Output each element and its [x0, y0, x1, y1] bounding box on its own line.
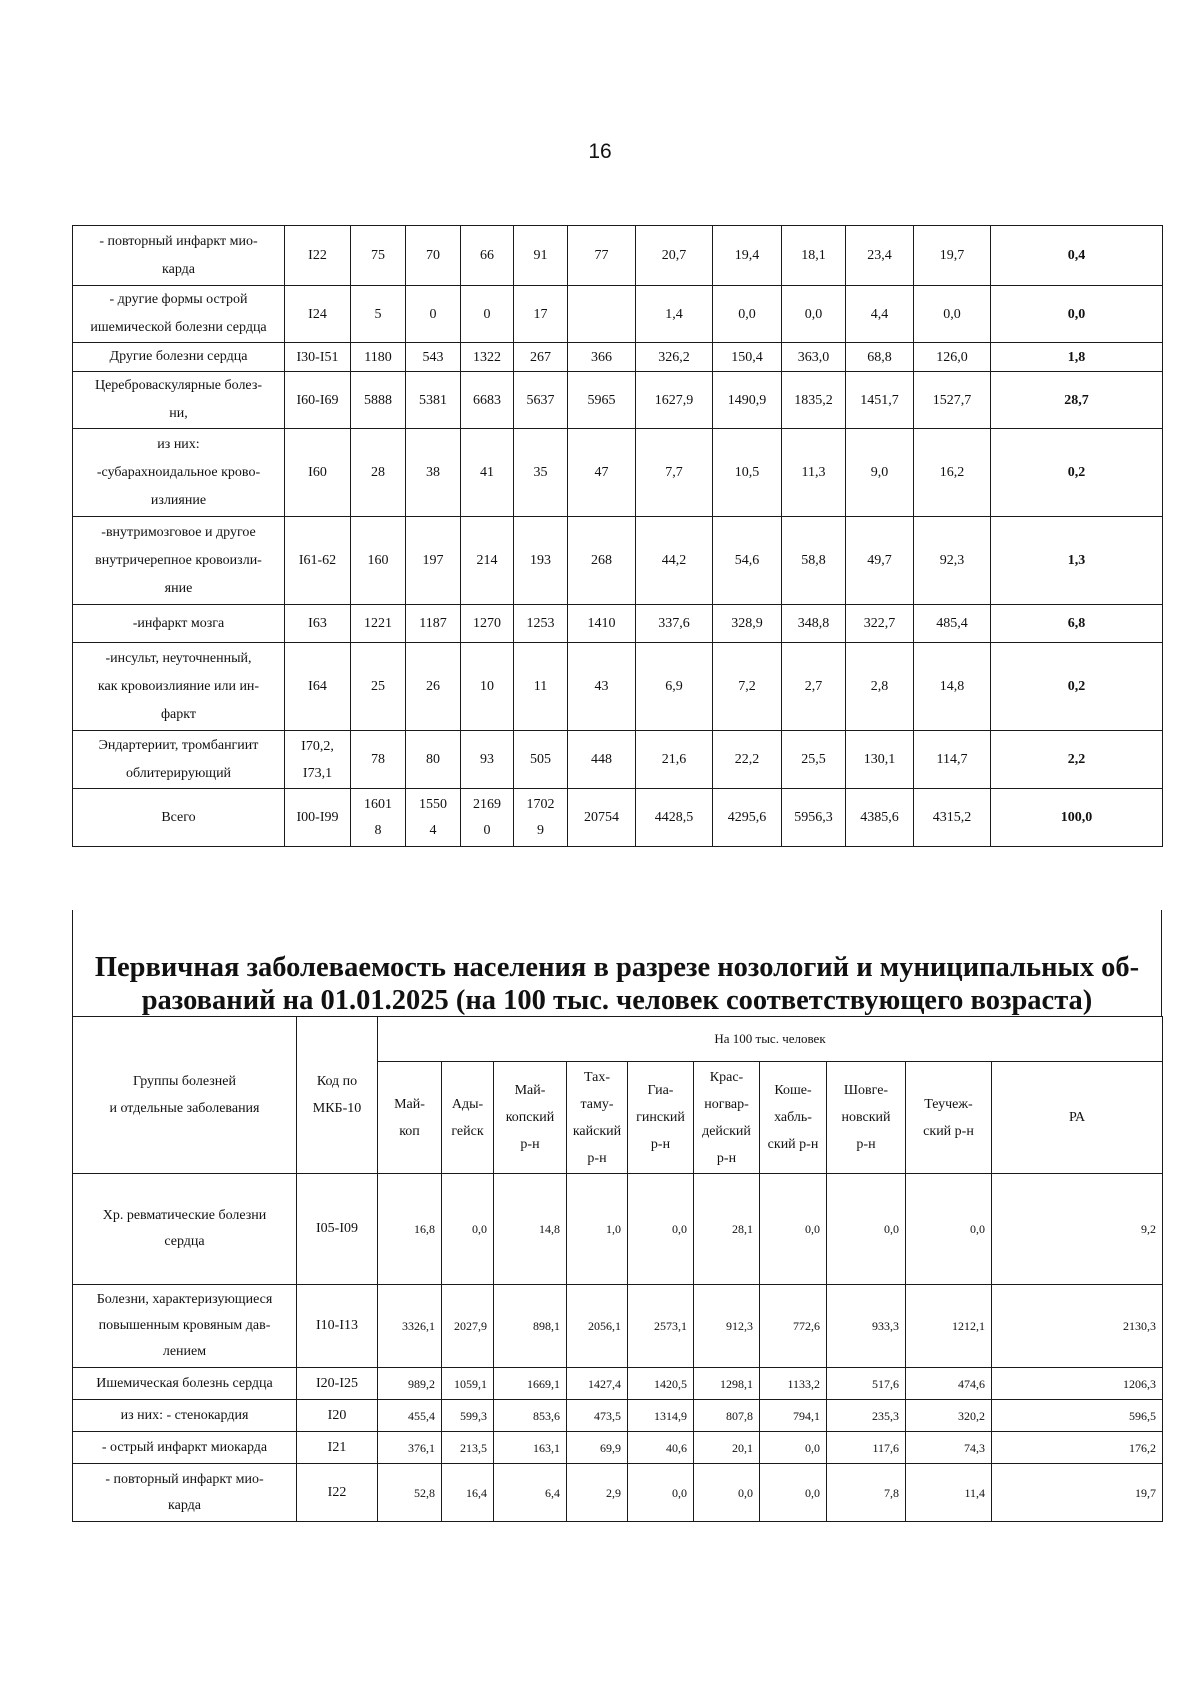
row-name: -внутримозговое и другое внутричерепное кровоизли- яние: [73, 517, 285, 605]
rate-cell: 0,0: [782, 286, 846, 343]
rate-cell: 130,1: [846, 731, 914, 789]
header-district: Крас- ногвар- дейский р-н: [694, 1062, 760, 1174]
value-cell: 1212,1: [906, 1285, 992, 1368]
rate-cell: 11,3: [782, 429, 846, 517]
value-cell: 2,9: [567, 1464, 628, 1522]
count-cell: 77: [568, 226, 636, 286]
share-cell: 28,7: [991, 372, 1163, 429]
value-cell: 0,0: [760, 1464, 827, 1522]
value-cell: 28,1: [694, 1174, 760, 1285]
count-cell: 75: [351, 226, 406, 286]
value-cell: 3326,1: [378, 1285, 442, 1368]
rate-cell: 5956,3: [782, 789, 846, 847]
count-cell: 35: [514, 429, 568, 517]
value-cell: 853,6: [494, 1400, 567, 1432]
rate-cell: 363,0: [782, 343, 846, 372]
row-code: I22: [297, 1464, 378, 1522]
value-cell: 1420,5: [628, 1368, 694, 1400]
rate-cell: 19,7: [914, 226, 991, 286]
row-name: из них: -субарахноидальное крово- излияние: [73, 429, 285, 517]
row-code: I63: [285, 605, 351, 643]
value-cell: 1,0: [567, 1174, 628, 1285]
value-cell: 19,7: [992, 1464, 1163, 1522]
table-row: [73, 1368, 1163, 1400]
share-cell: 1,3: [991, 517, 1163, 605]
header-code-col: Код по МКБ-10: [297, 1017, 378, 1174]
value-cell: 1206,3: [992, 1368, 1163, 1400]
rate-cell: 4295,6: [713, 789, 782, 847]
table-row: [73, 789, 1163, 847]
rate-cell: 114,7: [914, 731, 991, 789]
rate-cell: 14,8: [914, 643, 991, 731]
value-cell: 989,2: [378, 1368, 442, 1400]
row-name: - повторный инфаркт мио- карда: [73, 1464, 297, 1522]
value-cell: 14,8: [494, 1174, 567, 1285]
rate-cell: 1835,2: [782, 372, 846, 429]
count-cell: 47: [568, 429, 636, 517]
value-cell: 933,3: [827, 1285, 906, 1368]
row-name: Цереброваскулярные болез- ни,: [73, 372, 285, 429]
count-cell: 1270: [461, 605, 514, 643]
morbidity-table-continued: [72, 225, 1163, 847]
rate-cell: 58,8: [782, 517, 846, 605]
rate-cell: 6,9: [636, 643, 713, 731]
table-row: [73, 731, 1163, 789]
count-cell: 5965: [568, 372, 636, 429]
value-cell: 74,3: [906, 1432, 992, 1464]
rate-cell: 23,4: [846, 226, 914, 286]
row-code: I60-I69: [285, 372, 351, 429]
row-code: I21: [297, 1432, 378, 1464]
rate-cell: 485,4: [914, 605, 991, 643]
table-row: [73, 605, 1163, 643]
value-cell: 6,4: [494, 1464, 567, 1522]
row-code: I20-I25: [297, 1368, 378, 1400]
value-cell: 474,6: [906, 1368, 992, 1400]
rate-cell: 1451,7: [846, 372, 914, 429]
row-code: I70,2, I73,1: [285, 731, 351, 789]
count-cell: 197: [406, 517, 461, 605]
count-cell: 70: [406, 226, 461, 286]
table-row: [73, 1285, 1163, 1368]
rate-cell: 19,4: [713, 226, 782, 286]
value-cell: 517,6: [827, 1368, 906, 1400]
row-code: I30-I51: [285, 343, 351, 372]
value-cell: 596,5: [992, 1400, 1163, 1432]
count-cell: 1550 4: [406, 789, 461, 847]
rate-cell: 7,2: [713, 643, 782, 731]
count-cell: 1253: [514, 605, 568, 643]
count-cell: 5: [351, 286, 406, 343]
count-cell: 193: [514, 517, 568, 605]
rate-cell: 18,1: [782, 226, 846, 286]
share-cell: 2,2: [991, 731, 1163, 789]
count-cell: 43: [568, 643, 636, 731]
count-cell: 5888: [351, 372, 406, 429]
value-cell: 455,4: [378, 1400, 442, 1432]
value-cell: 16,4: [442, 1464, 494, 1522]
share-cell: 0,0: [991, 286, 1163, 343]
count-cell: 41: [461, 429, 514, 517]
count-cell: 0: [461, 286, 514, 343]
rate-cell: 1,4: [636, 286, 713, 343]
value-cell: 1133,2: [760, 1368, 827, 1400]
table-row: [73, 1432, 1163, 1464]
table-row: [73, 517, 1163, 605]
count-cell: 5637: [514, 372, 568, 429]
row-name: Хр. ревматические болезни сердца: [73, 1174, 297, 1285]
count-cell: 11: [514, 643, 568, 731]
count-cell: [568, 286, 636, 343]
rate-cell: 68,8: [846, 343, 914, 372]
share-cell: 6,8: [991, 605, 1163, 643]
value-cell: 0,0: [827, 1174, 906, 1285]
value-cell: 40,6: [628, 1432, 694, 1464]
row-name: - острый инфаркт миокарда: [73, 1432, 297, 1464]
share-cell: 0,2: [991, 429, 1163, 517]
value-cell: 320,2: [906, 1400, 992, 1432]
rate-cell: 54,6: [713, 517, 782, 605]
count-cell: 543: [406, 343, 461, 372]
primary-morbidity-table: [72, 1016, 1163, 1522]
row-code: I24: [285, 286, 351, 343]
header-units: На 100 тыс. человек: [378, 1017, 1163, 1062]
share-cell: 100,0: [991, 789, 1163, 847]
row-code: I00-I99: [285, 789, 351, 847]
row-code: I64: [285, 643, 351, 731]
table-row: [73, 429, 1163, 517]
value-cell: 599,3: [442, 1400, 494, 1432]
rate-cell: 49,7: [846, 517, 914, 605]
header-district: Май- коп: [378, 1062, 442, 1174]
value-cell: 20,1: [694, 1432, 760, 1464]
rate-cell: 348,8: [782, 605, 846, 643]
table-row: [73, 343, 1163, 372]
rate-cell: 4385,6: [846, 789, 914, 847]
count-cell: 1702 9: [514, 789, 568, 847]
rate-cell: 16,2: [914, 429, 991, 517]
header-district: РА: [992, 1062, 1163, 1174]
table-row: [73, 1174, 1163, 1285]
rate-cell: 1627,9: [636, 372, 713, 429]
rate-cell: 126,0: [914, 343, 991, 372]
count-cell: 1180: [351, 343, 406, 372]
value-cell: 235,3: [827, 1400, 906, 1432]
count-cell: 505: [514, 731, 568, 789]
value-cell: 0,0: [628, 1464, 694, 1522]
header-group-col: Группы болезней и отдельные заболевания: [73, 1017, 297, 1174]
row-code: I60: [285, 429, 351, 517]
count-cell: 160: [351, 517, 406, 605]
count-cell: 5381: [406, 372, 461, 429]
count-cell: 26: [406, 643, 461, 731]
value-cell: 9,2: [992, 1174, 1163, 1285]
count-cell: 10: [461, 643, 514, 731]
row-code: I22: [285, 226, 351, 286]
header-district: Май- копский р-н: [494, 1062, 567, 1174]
row-name: Всего: [73, 789, 285, 847]
rate-cell: 328,9: [713, 605, 782, 643]
header-district: Ады- гейск: [442, 1062, 494, 1174]
count-cell: 1410: [568, 605, 636, 643]
row-name: - повторный инфаркт мио- карда: [73, 226, 285, 286]
row-code: I61-62: [285, 517, 351, 605]
count-cell: 1221: [351, 605, 406, 643]
value-cell: 176,2: [992, 1432, 1163, 1464]
value-cell: 69,9: [567, 1432, 628, 1464]
value-cell: 2056,1: [567, 1285, 628, 1368]
value-cell: 2573,1: [628, 1285, 694, 1368]
row-name: из них: - стенокардия: [73, 1400, 297, 1432]
value-cell: 16,8: [378, 1174, 442, 1285]
value-cell: 0,0: [760, 1432, 827, 1464]
count-cell: 20754: [568, 789, 636, 847]
value-cell: 772,6: [760, 1285, 827, 1368]
value-cell: 473,5: [567, 1400, 628, 1432]
value-cell: 0,0: [694, 1464, 760, 1522]
value-cell: 794,1: [760, 1400, 827, 1432]
rate-cell: 9,0: [846, 429, 914, 517]
count-cell: 267: [514, 343, 568, 372]
value-cell: 0,0: [760, 1174, 827, 1285]
value-cell: 807,8: [694, 1400, 760, 1432]
value-cell: 0,0: [628, 1174, 694, 1285]
count-cell: 93: [461, 731, 514, 789]
row-code: I10-I13: [297, 1285, 378, 1368]
rate-cell: 150,4: [713, 343, 782, 372]
count-cell: 38: [406, 429, 461, 517]
header-district: Теучеж- ский р-н: [906, 1062, 992, 1174]
value-cell: 912,3: [694, 1285, 760, 1368]
value-cell: 1427,4: [567, 1368, 628, 1400]
value-cell: 1298,1: [694, 1368, 760, 1400]
row-name: -инфаркт мозга: [73, 605, 285, 643]
share-cell: 0,4: [991, 226, 1163, 286]
row-name: Эндартериит, тромбангиит облитерирующий: [73, 731, 285, 789]
rate-cell: 92,3: [914, 517, 991, 605]
row-name: Другие болезни сердца: [73, 343, 285, 372]
rate-cell: 4428,5: [636, 789, 713, 847]
page-number: 16: [588, 140, 612, 163]
rate-cell: 1527,7: [914, 372, 991, 429]
count-cell: 1187: [406, 605, 461, 643]
rate-cell: 21,6: [636, 731, 713, 789]
count-cell: 268: [568, 517, 636, 605]
value-cell: 2027,9: [442, 1285, 494, 1368]
table-row: [73, 1400, 1163, 1432]
rate-cell: 2,7: [782, 643, 846, 731]
count-cell: 28: [351, 429, 406, 517]
rate-cell: 0,0: [914, 286, 991, 343]
value-cell: 1314,9: [628, 1400, 694, 1432]
count-cell: 2169 0: [461, 789, 514, 847]
share-cell: 0,2: [991, 643, 1163, 731]
count-cell: 80: [406, 731, 461, 789]
header-district: Гиа- гинский р-н: [628, 1062, 694, 1174]
value-cell: 1669,1: [494, 1368, 567, 1400]
rate-cell: 20,7: [636, 226, 713, 286]
count-cell: 66: [461, 226, 514, 286]
value-cell: 0,0: [906, 1174, 992, 1285]
header-district: Шовге- новский р-н: [827, 1062, 906, 1174]
count-cell: 1322: [461, 343, 514, 372]
row-name: - другие формы острой ишемической болезни сердца: [73, 286, 285, 343]
table-row: [73, 372, 1163, 429]
value-cell: 2130,3: [992, 1285, 1163, 1368]
count-cell: 448: [568, 731, 636, 789]
count-cell: 1601 8: [351, 789, 406, 847]
value-cell: 1059,1: [442, 1368, 494, 1400]
value-cell: 52,8: [378, 1464, 442, 1522]
rate-cell: 4,4: [846, 286, 914, 343]
value-cell: 213,5: [442, 1432, 494, 1464]
table-row: [73, 643, 1163, 731]
table-row: [73, 226, 1163, 286]
value-cell: 7,8: [827, 1464, 906, 1522]
rate-cell: 7,7: [636, 429, 713, 517]
row-code: I05-I09: [297, 1174, 378, 1285]
rate-cell: 44,2: [636, 517, 713, 605]
count-cell: 366: [568, 343, 636, 372]
value-cell: 0,0: [442, 1174, 494, 1285]
rate-cell: 337,6: [636, 605, 713, 643]
rate-cell: 1490,9: [713, 372, 782, 429]
rate-cell: 10,5: [713, 429, 782, 517]
header-district: Тах- таму- кайский р-н: [567, 1062, 628, 1174]
count-cell: 214: [461, 517, 514, 605]
row-name: -инсульт, неуточненный, как кровоизлияние или ин- фаркт: [73, 643, 285, 731]
section-title: Первичная заболеваемость населения в разрезе нозологий и муниципальных об-разований на 01.01.2025 (на 100 тыс. человек соответствующего возраста): [94, 952, 1140, 1016]
count-cell: 25: [351, 643, 406, 731]
rate-cell: 2,8: [846, 643, 914, 731]
rate-cell: 0,0: [713, 286, 782, 343]
count-cell: 78: [351, 731, 406, 789]
count-cell: 91: [514, 226, 568, 286]
count-cell: 17: [514, 286, 568, 343]
value-cell: 163,1: [494, 1432, 567, 1464]
table-row: [73, 1464, 1163, 1522]
rate-cell: 322,7: [846, 605, 914, 643]
value-cell: 376,1: [378, 1432, 442, 1464]
row-name: Ишемическая болезнь сердца: [73, 1368, 297, 1400]
row-name: Болезни, характеризующиеся повышенным кровяным дав- лением: [73, 1285, 297, 1368]
share-cell: 1,8: [991, 343, 1163, 372]
count-cell: 0: [406, 286, 461, 343]
rate-cell: 326,2: [636, 343, 713, 372]
header-district: Коше- хабль- ский р-н: [760, 1062, 827, 1174]
rate-cell: 22,2: [713, 731, 782, 789]
rate-cell: 25,5: [782, 731, 846, 789]
count-cell: 6683: [461, 372, 514, 429]
rate-cell: 4315,2: [914, 789, 991, 847]
value-cell: 117,6: [827, 1432, 906, 1464]
table-row: [73, 286, 1163, 343]
value-cell: 11,4: [906, 1464, 992, 1522]
value-cell: 898,1: [494, 1285, 567, 1368]
row-code: I20: [297, 1400, 378, 1432]
